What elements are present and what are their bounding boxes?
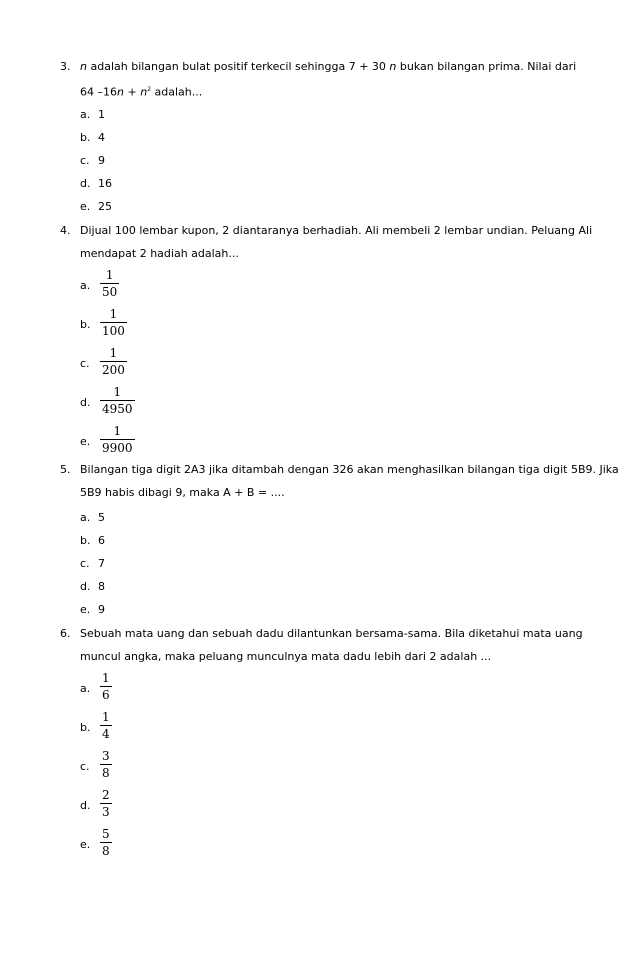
denominator: 6 [102, 688, 110, 702]
fraction [100, 424, 135, 456]
stem-text: + [123, 85, 141, 99]
option-text: 25 [98, 200, 112, 213]
fraction [100, 710, 112, 742]
option-label: d. [80, 396, 91, 409]
option-d[interactable] [80, 577, 105, 597]
option-label: e. [80, 435, 91, 448]
option-label: b. [80, 318, 91, 331]
option-label: c. [80, 357, 90, 370]
fraction [100, 346, 127, 378]
question-number: 3. [60, 60, 71, 73]
option-label: e. [80, 200, 91, 213]
option-a[interactable] [80, 105, 105, 125]
fraction [100, 788, 112, 820]
option-label: e. [80, 603, 91, 616]
question-stem [80, 55, 600, 104]
option-label: a. [80, 511, 91, 524]
numerator: 3 [102, 749, 110, 763]
denominator: 3 [102, 805, 110, 819]
variable-n: n [389, 60, 397, 73]
stem-text: adalah bilangan bulat positif terkecil sehingga 7 + 30 [86, 60, 390, 73]
numerator: 1 [113, 424, 122, 438]
numerator: 1 [109, 307, 118, 321]
numerator: 1 [109, 346, 118, 360]
option-e[interactable] [80, 600, 105, 620]
question-number: 5. [60, 463, 71, 476]
question-stem [80, 219, 600, 265]
option-text: 4 [98, 131, 105, 144]
numerator: 5 [102, 827, 110, 841]
fraction [100, 671, 112, 703]
denominator: 9900 [102, 441, 133, 455]
stem-line-1: Sebuah mata uang dan sebuah dadu dilantunkan bersama-sama. Bila diketahui mata uang [80, 627, 583, 640]
numerator: 2 [102, 788, 110, 802]
option-label: b. [80, 721, 91, 734]
fraction [100, 385, 135, 417]
variable-n: n [117, 85, 124, 99]
option-label: d. [80, 580, 91, 593]
option-c[interactable] [80, 151, 105, 171]
option-b[interactable] [80, 531, 105, 551]
stem-line-2: 5B9 habis dibagi 9, maka A + B = .... [80, 486, 285, 499]
stem-text: adalah... [151, 85, 203, 99]
option-a[interactable] [80, 508, 105, 528]
denominator: 4 [102, 727, 110, 741]
fraction [100, 749, 112, 781]
option-label: c. [80, 760, 90, 773]
option-label: e. [80, 838, 91, 851]
stem-line-2: muncul angka, maka peluang munculnya mata dadu lebih dari 2 adalah ... [80, 650, 492, 663]
question-number: 4. [60, 224, 71, 237]
question-stem [80, 622, 600, 668]
option-label: d. [80, 177, 91, 190]
option-text: 9 [98, 603, 105, 616]
denominator: 200 [102, 363, 125, 377]
stem-line-1: Bilangan tiga digit 2A3 jika ditambah dengan 326 akan menghasilkan bilangan tiga digit 5B9. Jika [80, 463, 619, 476]
exponent: 2 [147, 86, 152, 93]
question-stem [80, 458, 620, 504]
fraction [100, 268, 119, 300]
stem-line-1 [80, 55, 600, 78]
denominator: 4950 [102, 402, 133, 416]
stem-line-2 [80, 78, 600, 104]
stem-text: bukan bilangan prima. Nilai dari [396, 60, 577, 73]
option-label: c. [80, 557, 90, 570]
option-label: c. [80, 154, 90, 167]
option-label: d. [80, 799, 91, 812]
variable-n: n [80, 60, 87, 73]
option-text: 8 [98, 580, 105, 593]
option-label: a. [80, 279, 91, 292]
denominator: 50 [102, 285, 118, 299]
numerator: 1 [113, 385, 122, 399]
option-e[interactable] [80, 197, 112, 217]
stem-line-2: mendapat 2 hadiah adalah... [80, 247, 239, 260]
option-b[interactable] [80, 128, 105, 148]
numerator: 1 [102, 710, 110, 724]
option-label: a. [80, 682, 91, 695]
variable-n: n [140, 85, 148, 99]
stem-line-1: Dijual 100 lembar kupon, 2 diantaranya berhadiah. Ali membeli 2 lembar undian. Peluang Ali [80, 224, 593, 237]
denominator: 8 [102, 844, 110, 858]
option-text: 9 [98, 154, 105, 167]
fraction [100, 307, 127, 339]
option-text: 1 [98, 108, 105, 121]
option-text: 6 [98, 534, 105, 547]
question-number: 6. [60, 627, 71, 640]
option-label: b. [80, 534, 91, 547]
option-d[interactable] [80, 174, 112, 194]
option-text: 5 [98, 511, 105, 524]
denominator: 8 [102, 766, 110, 780]
option-text: 16 [98, 177, 112, 190]
numerator: 1 [102, 671, 110, 685]
denominator: 100 [102, 324, 125, 338]
option-text: 7 [98, 557, 105, 570]
fraction [100, 827, 112, 859]
option-label: a. [80, 108, 91, 121]
option-label: b. [80, 131, 91, 144]
option-c[interactable] [80, 554, 105, 574]
stem-text: 64 –16 [80, 85, 117, 99]
numerator: 1 [105, 268, 114, 282]
